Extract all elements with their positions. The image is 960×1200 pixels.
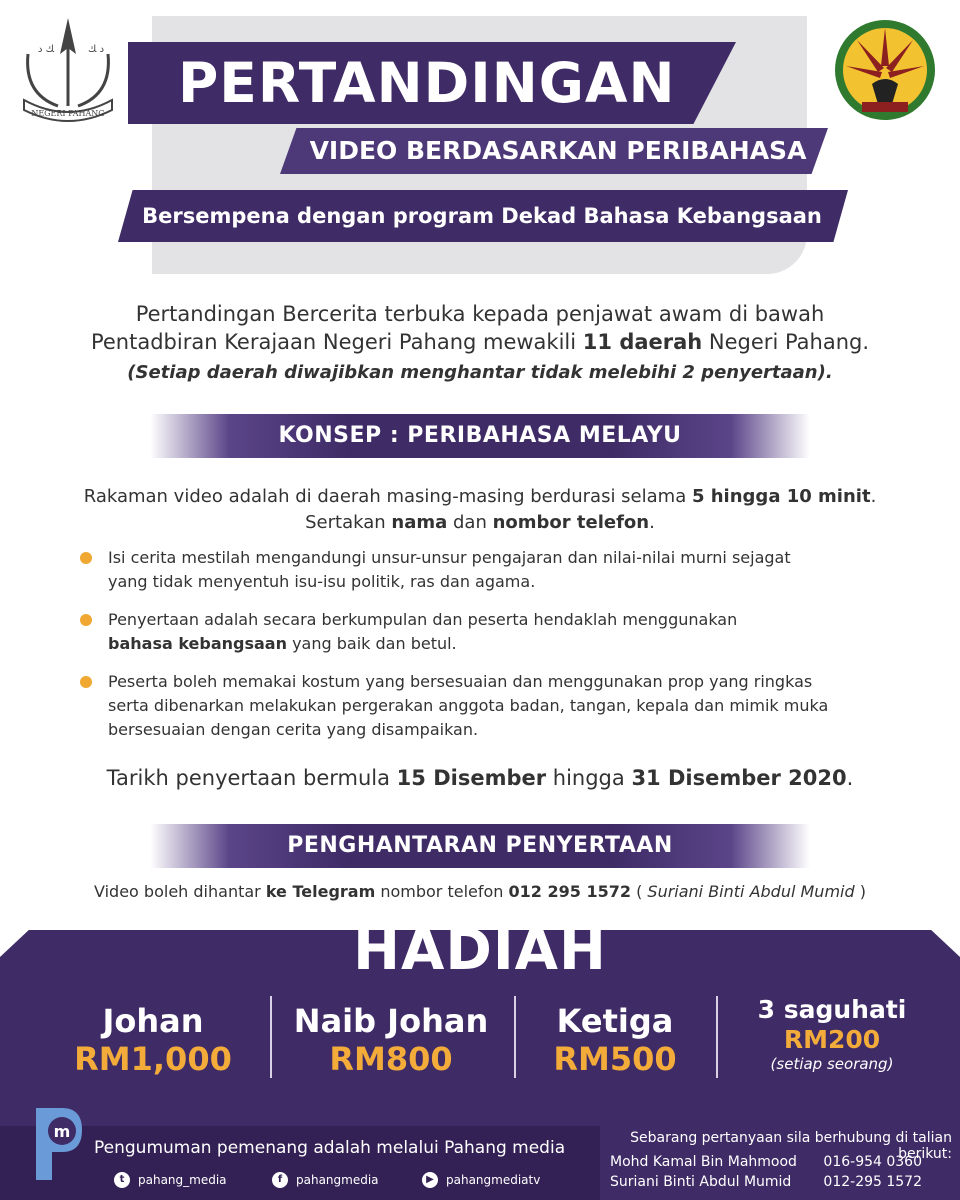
bullet-item-3	[108, 670, 908, 742]
submission-heading-band	[150, 824, 810, 868]
svg-text:ﻚ ﺩ: ﻚ ﺩ	[38, 44, 55, 55]
bullet-3-line-2: serta dibenarkan melakukan pergerakan anggota badan, tangan, kepala dan mimik muka	[108, 696, 829, 715]
intro-district-count: 11 daerah	[582, 330, 703, 354]
bullet-2-emphasis: bahasa kebangsaan	[108, 634, 287, 653]
youtube-handle: pahangmediatv	[446, 1173, 541, 1187]
contact-1-name: Mohd Kamal Bin Mahmood	[610, 1154, 797, 1170]
bullet-dot-2	[80, 614, 92, 626]
bullet-1-line-2: yang tidak menyentuh isu-isu politik, ras dan agama.	[108, 572, 536, 591]
concept-heading: KONSEP : PERIBAHASA MELAYU	[278, 423, 682, 448]
submission-pre: Video boleh dihantar	[94, 882, 266, 901]
contact-1-phone: 016-954 0360	[823, 1154, 922, 1170]
prize-second-name: Naib Johan	[293, 1002, 489, 1040]
intro-text	[40, 300, 920, 356]
prize-second-amount: RM800	[329, 1040, 453, 1078]
concept-line-2-pre: Sertakan	[305, 512, 392, 533]
pahang-crest-logo	[18, 14, 118, 126]
social-youtube[interactable]	[422, 1172, 540, 1188]
bullet-dot-3	[80, 676, 92, 688]
submission-text	[20, 882, 940, 901]
date-mid: hingga	[546, 766, 632, 790]
prize-consolation-name: 3 saguhati	[757, 995, 907, 1024]
submission-channel: ke Telegram	[265, 882, 376, 901]
facebook-handle: pahangmedia	[296, 1173, 379, 1187]
concept-line-2-post: .	[649, 512, 655, 533]
intro-line-2	[40, 328, 920, 356]
concept-intro	[30, 484, 930, 536]
twitter-icon: t	[114, 1172, 130, 1188]
concept-line-1	[30, 484, 930, 510]
concept-line-1-post: .	[870, 486, 877, 507]
submission-phone: 012 295 1572	[508, 882, 631, 901]
prize-divider-3	[716, 996, 718, 1078]
prize-divider-1	[270, 996, 272, 1078]
youtube-icon: ▶	[422, 1172, 438, 1188]
intro-line-2-post: Negeri Pahang.	[702, 330, 870, 354]
prize-third-name: Ketiga	[556, 1002, 674, 1040]
concept-phone: nombor telefon	[492, 512, 650, 533]
concept-heading-band	[150, 414, 810, 458]
contact-2-phone: 012-295 1572	[823, 1174, 922, 1190]
bullet-item-2	[108, 608, 908, 656]
contact-2-name: Suriani Binti Abdul Mumid	[610, 1174, 792, 1190]
submission-mid: nombor telefon	[375, 882, 509, 901]
date-end: 31 Disember 2020	[631, 766, 847, 790]
page-subtitle: VIDEO BERDASARKAN PERIBAHASA	[309, 136, 807, 165]
submission-paren-open: (	[630, 882, 648, 901]
bullet-2-line-1: Penyertaan adalah secara berkumpulan dan peserta hendaklah menggunakan	[108, 610, 738, 629]
concept-line-1-pre: Rakaman video adalah di daerah masing-masing berdurasi selama	[83, 486, 692, 507]
social-twitter[interactable]	[114, 1172, 227, 1188]
prize-second	[276, 1002, 506, 1078]
date-pre: Tarikh penyertaan bermula	[106, 766, 397, 790]
prize-third-amount: RM500	[553, 1040, 677, 1078]
date-start: 15 Disember	[396, 766, 547, 790]
state-emblem-logo	[832, 14, 938, 126]
bullet-2-line-2	[108, 632, 908, 656]
intro-line-1: Pertandingan Bercerita terbuka kepada penjawat awam di bawah	[135, 302, 825, 326]
page-tagline: Bersempena dengan program Dekad Bahasa Kebangsaan	[142, 204, 822, 228]
submission-contact-name: Suriani Binti Abdul Mumid	[647, 882, 855, 901]
bullet-dot-1	[80, 552, 92, 564]
intro-line-2-pre: Pentadbiran Kerajaan Negeri Pahang mewakili	[90, 330, 583, 354]
social-facebook[interactable]	[272, 1172, 379, 1188]
concept-line-2-mid: dan	[447, 512, 493, 533]
bullet-3-line-3: bersesuaian dengan cerita yang disampaikan.	[108, 720, 479, 739]
svg-text:ﺩ ﻚ: ﺩ ﻚ	[88, 44, 105, 55]
twitter-handle: pahang_media	[138, 1173, 227, 1187]
pahang-media-logo	[30, 1104, 84, 1184]
submission-paren-close: )	[854, 882, 866, 901]
concept-line-2	[30, 510, 930, 536]
winner-announcement: Pengumuman pemenang adalah melalui Pahang media	[94, 1138, 566, 1158]
contact-heading: Sebarang pertanyaan sila berhubung di talian berikut:	[630, 1130, 952, 1162]
prize-first-name: Johan	[102, 1002, 204, 1040]
bullet-2-line-2-post: yang baik dan betul.	[287, 634, 457, 653]
contact-row-2	[610, 1174, 922, 1190]
bullet-1-line-1: Isi cerita mestilah mengandungi unsur-unsur pengajaran dan nilai-nilai murni sejagat	[108, 548, 791, 567]
concept-name: nama	[391, 512, 448, 533]
intro-note: (Setiap daerah diwajibkan menghantar tidak melebihi 2 penyertaan).	[127, 362, 833, 383]
svg-text:NEGERI PAHANG: NEGERI PAHANG	[31, 109, 105, 118]
prize-first	[40, 1002, 266, 1078]
prize-third	[520, 1002, 710, 1078]
bullet-item-1	[108, 546, 908, 594]
prize-consolation-amount: RM200	[783, 1025, 881, 1054]
prize-first-amount: RM1,000	[74, 1040, 232, 1078]
prize-consolation-note: (setiap seorang)	[770, 1055, 894, 1073]
prize-divider-2	[514, 996, 516, 1078]
svg-text:m: m	[53, 1122, 71, 1141]
bullet-3-line-1: Peserta boleh memakai kostum yang bersesuaian dan menggunakan prop yang ringkas	[108, 672, 813, 691]
page-title: PERTANDINGAN	[178, 51, 676, 115]
prizes-heading: HADIAH	[353, 918, 607, 983]
concept-duration: 5 hingga 10 minit	[691, 486, 871, 507]
facebook-icon: f	[272, 1172, 288, 1188]
entry-date-line	[40, 766, 920, 790]
prize-consolation	[722, 994, 942, 1074]
submission-heading: PENGHANTARAN PENYERTAAN	[287, 833, 673, 858]
date-post: .	[846, 766, 854, 790]
contact-row-1	[610, 1154, 922, 1170]
